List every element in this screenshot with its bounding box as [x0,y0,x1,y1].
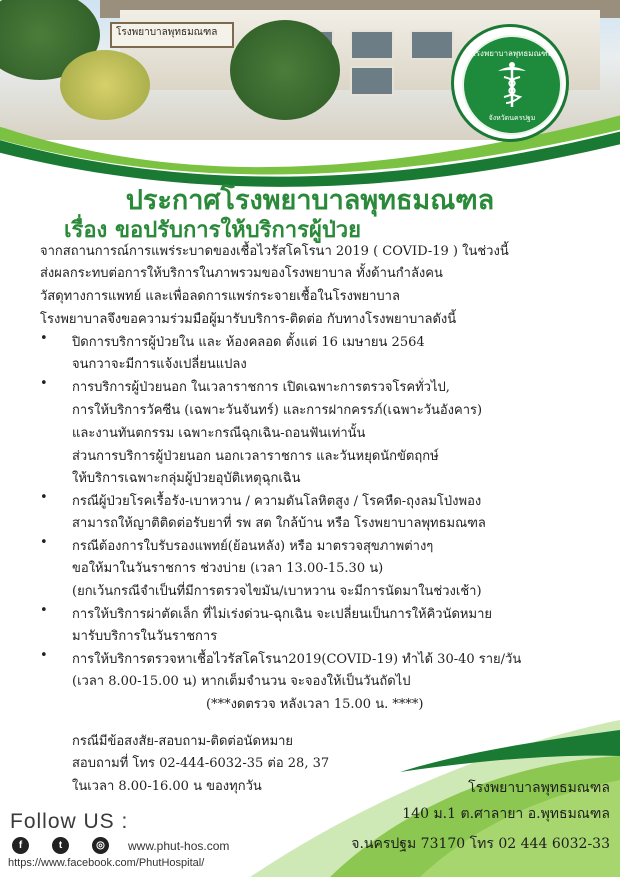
bullet-1-line: ปิดการบริการผู้ป่วยใน และ ห้องคลอด ตั้งแต่ 16 เมษายน 2564 [72,335,425,350]
bullet-icon: • [40,376,48,391]
bullet-2-line: ส่วนการบริการผู้ป่วยนอก นอกเวลาราชการ และวันหยุดนักขัตฤกษ์ [72,449,439,464]
contact-line: สอบถามที่ โทร 02-444-6032-35 ต่อ 28, 37 [72,756,330,771]
address-line: จ.นครปฐม 73170 โทร 02 444 6032-33 [351,836,610,852]
website-link[interactable]: www.phut-hos.com [128,839,230,853]
hospital-sign-text: โรงพยาบาลพุทธมณฑล [116,27,218,38]
contact-line: ในเวลา 8.00-16.00 น ของทุกวัน [72,779,262,794]
bullet-2-line: และงานทันตกรรม เฉพาะกรณีฉุกเฉิน-ถอนฟันเท่านั้น [72,426,366,441]
bullet-4-line: กรณีต้องการใบรับรองแพทย์(ย้อนหลัง) หรือ มาตรวจสุขภาพต่างๆ [72,539,434,554]
bullet-icon: • [40,648,48,663]
bullet-6-line: การให้บริการตรวจหาเชื้อไวรัสโคโรนา2019(COVID-19) ทำได้ 30-40 ราย/วัน [72,652,522,667]
bullet-icon: • [40,331,48,346]
bullet-5-line: มารับบริการในวันราชการ [72,629,218,644]
caduceus-icon [494,59,530,109]
logo-bottom-text: จังหวัดนครปฐม [488,114,536,122]
bullet-4-line: ขอให้มาในวันราชการ ช่วงบ่าย (เวลา 13.00-15.30 น) [72,561,384,576]
bullet-4-line: (ยกเว้นกรณีจำเป็นที่มีการตรวจไขมัน/เบาหวาน จะมีการนัดมาในช่วงเช้า) [72,584,482,599]
bullet-2-line: การให้บริการวัคซีน (เฉพาะวันจันทร์) และการฝากครรภ์(เฉพาะวันอังคาร) [72,403,483,418]
bullet-2-line: การบริการผู้ป่วยนอก ในเวลาราชการ เปิดเฉพาะการตรวจโรคทั่วไป, [72,380,450,395]
address-line: 140 ม.1 ต.ศาลายา อ.พุทธมณฑล [402,806,610,822]
facebook-icon[interactable]: f [12,837,29,854]
logo-top-text: โรงพยาบาลพุทธมณฑล [471,49,553,58]
address-line: โรงพยาบาลพุทธมณฑล [468,780,610,796]
logo-badge [462,35,562,135]
twitter-icon[interactable]: t [52,837,69,854]
intro-line: วัสดุทางการแพทย์ และเพื่อลดการแพร่กระจายเชื้อในโรงพยาบาล [40,289,400,304]
bullet-3-line: กรณีผู้ป่วยโรคเรื้อรัง-เบาหวาน / ความดันโลหิตสูง / โรคหืด-ถุงลมโป่งพอง [72,494,482,509]
follow-us-label: Follow US : [10,810,129,833]
hospital-logo [454,27,566,139]
bullet-6-line: (เวลา 8.00-15.00 น) หากเต็มจำนวน จะจองให้เป็นวันถัดไป [72,674,411,689]
facebook-url-link[interactable]: https://www.facebook.com/PhutHospital/ [8,857,205,869]
instagram-icon[interactable]: ◎ [92,837,109,854]
intro-line: จากสถานการณ์การแพร่ระบาดของเชื้อไวรัสโคโรนา 2019 ( COVID-19 ) ในช่วงนี้ [40,244,509,259]
bullet-3-line: สามารถให้ญาติติดต่อรับยาที่ รพ สต ใกล้บ้าน หรือ โรงพยาบาลพุทธมณฑล [72,516,486,531]
contact-line: กรณีมีข้อสงสัย-สอบถาม-ติดต่อนัดหมาย [72,734,294,749]
announcement-title: ประกาศโรงพยาบาลพุทธมณฑล [125,185,495,216]
bullet-icon: • [40,535,48,550]
bullet-5-line: การให้บริการผ่าตัดเล็ก ที่ไม่เร่งด่วน-ฉุกเฉิน จะเปลี่ยนเป็นการให้คิวนัดหมาย [72,607,492,622]
bullet-icon: • [40,603,48,618]
bullet-1-line: จนกวาจะมีการแจ้งเปลี่ยนแปลง [72,357,247,372]
bullet-icon: • [40,490,48,505]
note-line: (***งดตรวจ หลังเวลา 15.00 น. ****) [206,697,424,712]
intro-line: ส่งผลกระทบต่อการให้บริการในภาพรวมของโรงพยาบาล ทั้งด้านกำลังคน [40,266,443,281]
announcement-subject: เรื่อง ขอปรับการให้บริการผู้ป่วย [64,217,362,243]
window [410,30,454,60]
intro-line: โรงพยาบาลจึงขอความร่วมมือผู้มารับบริการ-ติดต่อ กับทางโรงพยาบาลดังนี้ [40,312,457,327]
window [350,30,394,60]
bullet-2-line: ให้บริการเฉพาะกลุ่มผู้ป่วยอุบัติเหตุฉุกเฉิน [72,471,301,486]
